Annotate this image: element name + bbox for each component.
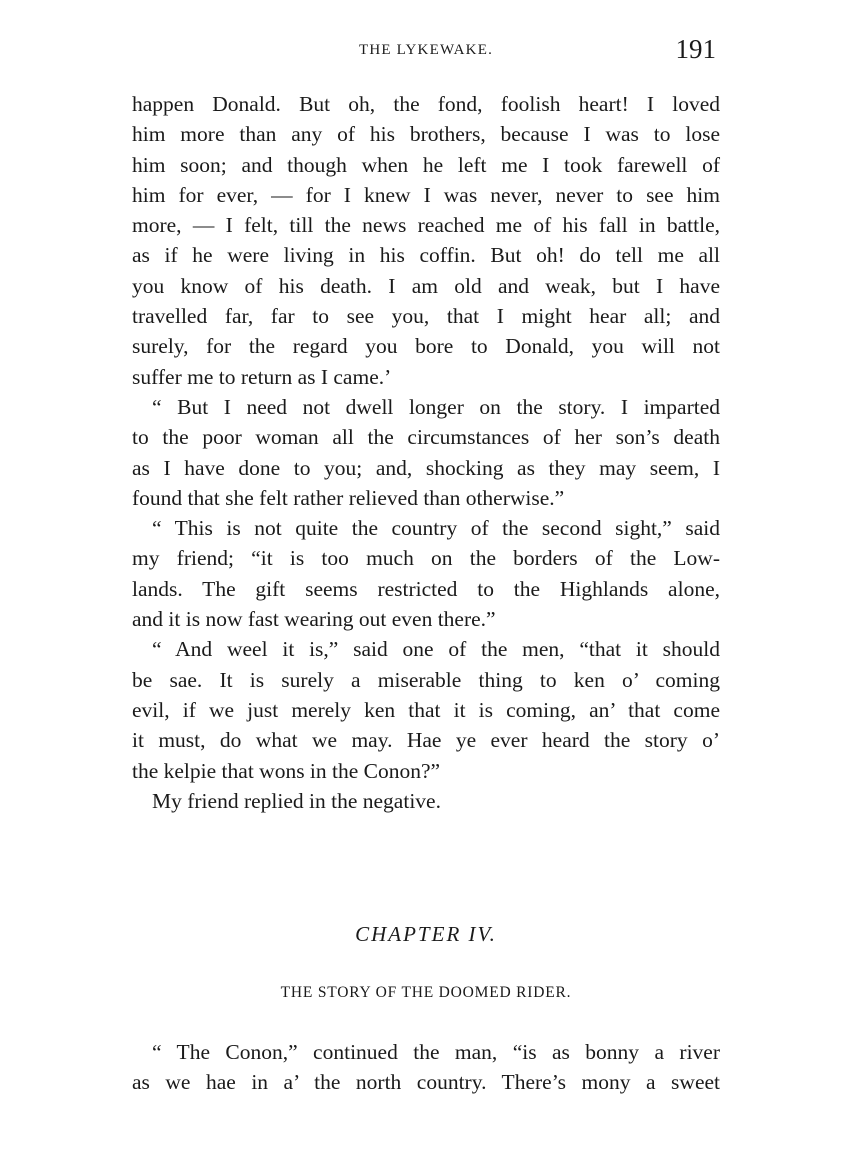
text-line: be sae. It is surely a miserable thing to ken o’ coming (132, 667, 720, 692)
text-line: as we hae in a’ the north country. There’s mony a sweet (132, 1070, 720, 1095)
continuation-text (132, 1037, 720, 1098)
text-line: lands. The gift seems restricted to the Highlands alone, (132, 576, 720, 601)
text-line: happen Donald. But oh, the fond, foolish heart! I loved (132, 92, 720, 116)
text-line: it must, do what we may. Hae ye ever heard the story o’ (132, 728, 720, 753)
text-line: the kelpie that wons in the Conon?” (132, 758, 441, 783)
text-line: to the poor woman all the circumstances of her son’s death (132, 425, 720, 450)
text-line: found that she felt rather relieved than otherwise.” (132, 485, 565, 510)
paragraph-start-line: “ The Conon,” continued the man, “is as bonny a river (152, 1040, 720, 1064)
text-line: him for ever, — for I knew I was never, never to see him (132, 182, 720, 207)
paragraph-start-line: My friend replied in the negative. (152, 788, 441, 813)
text-line: him soon; and though when he left me I took farewell of (132, 152, 720, 177)
text-line: more, — I felt, till the news reached me of his fall in battle, (132, 213, 720, 238)
paragraph-start-line: “ This is not quite the country of the second sight,” said (152, 516, 720, 541)
text-line: evil, if we just merely ken that it is coming, an’ that come (132, 697, 720, 722)
text-line: him more than any of his brothers, because I was to lose (132, 122, 720, 147)
paragraph-start-line: “ But I need not dwell longer on the story. I imparted (152, 394, 720, 419)
text-line: as I have done to you; and, shocking as they may seem, I (132, 455, 720, 480)
text-line: suffer me to return as I came.’ (132, 364, 392, 389)
running-head (132, 32, 720, 72)
text-line: surely, for the regard you bore to Donald, you will not (132, 334, 720, 359)
paragraph-start-line: “ And weel it is,” said one of the men, “that it should (152, 637, 720, 662)
text-line: my friend; “it is too much on the borders of the Low- (132, 546, 720, 571)
text-line: and it is now fast wearing out even there.” (132, 607, 496, 632)
text-line: travelled far, far to see you, that I might hear all; and (132, 304, 720, 329)
chapter-heading: CHAPTER IV. (355, 922, 497, 946)
text-line: you know of his death. I am old and weak, but I have (132, 273, 720, 298)
text-line: as if he were living in his coffin. But oh! do tell me all (132, 243, 720, 268)
body-text (132, 89, 720, 816)
page-number: 191 (675, 34, 716, 64)
running-title: THE LYKEWAKE. (358, 42, 494, 58)
chapter-title: THE STORY OF THE DOOMED RIDER. (280, 984, 572, 1001)
